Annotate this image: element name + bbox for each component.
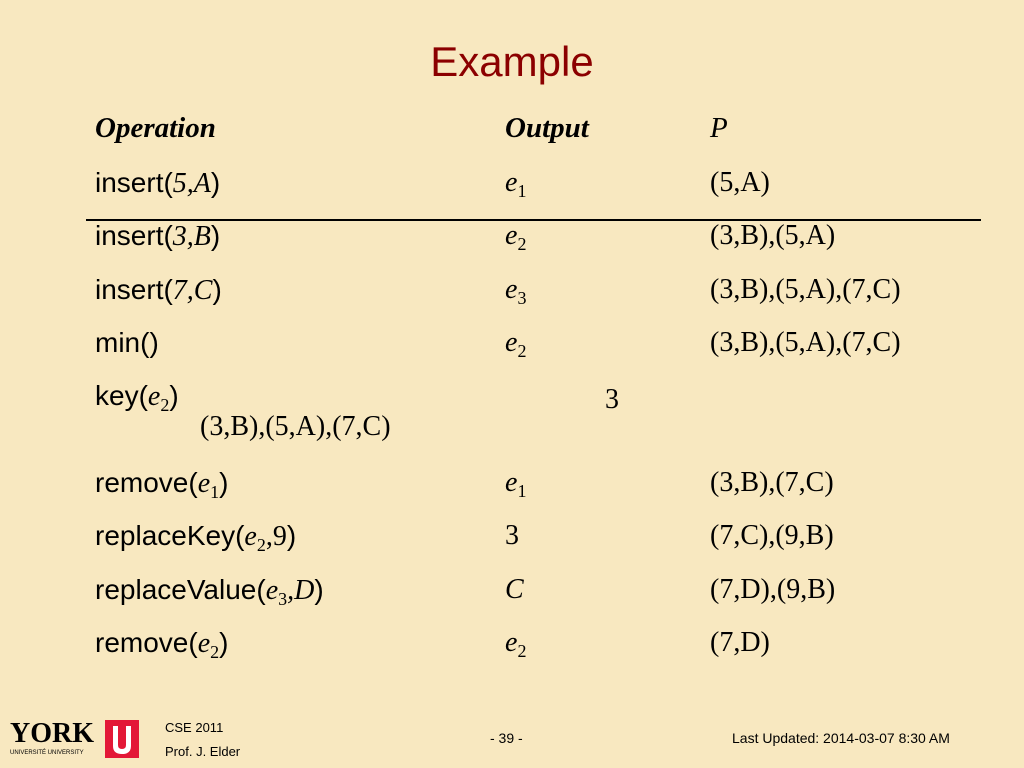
p-cell: (3,B),(7,C) (710, 467, 834, 498)
table-row (0, 167, 1024, 221)
york-university-logo (10, 714, 145, 764)
instructor-name: Prof. J. Elder (165, 744, 241, 759)
operation-cell: insert(7,C) (95, 274, 222, 306)
course-code: CSE 2011 (165, 720, 224, 735)
output-cell: $e_2$ (505, 627, 527, 661)
output-cell: $e_2$ (505, 327, 527, 361)
table-row (0, 327, 1024, 381)
table-row (0, 220, 1024, 274)
p-cell: (7,D) (710, 627, 770, 658)
logo-subtext: UNIVERSITÉ UNIVERSITY (10, 750, 84, 756)
table-row (0, 380, 1024, 434)
operation-cell: $replaceValue(e_3,D)$ (95, 574, 324, 609)
output-cell: $e_3$ (505, 274, 527, 308)
operation-cell: min() (95, 327, 159, 358)
operation-cell: $remove(e_1)$ (95, 467, 229, 502)
p-cell: (7,C),(9,B) (710, 520, 834, 551)
header-operation: Operation (95, 112, 216, 144)
last-updated: Last Updated: 2014-03-07 8:30 AM (732, 730, 950, 746)
table-row (0, 520, 1024, 574)
table-row (0, 574, 1024, 628)
operation-cell: insert(3,B) (95, 220, 221, 252)
table-row (0, 274, 1024, 328)
p-cell: (5,A) (710, 167, 770, 198)
output-cell: $e_2$ (505, 220, 527, 254)
logo-wordmark: YORK (10, 718, 94, 749)
operation-cell: $key(e_2)$ (95, 380, 179, 415)
p-cell: (3,B),(5,A),(7,C) (200, 411, 391, 442)
output-cell: $e_1$ (505, 467, 527, 501)
header-p: P (710, 112, 728, 144)
page-number: - 39 - (490, 730, 523, 746)
p-cell: (3,B),(5,A) (710, 220, 836, 251)
table-row (0, 467, 1024, 521)
p-cell: (3,B),(5,A),(7,C) (710, 274, 901, 305)
operation-cell: $remove(e_2)$ (95, 627, 229, 662)
course-info (165, 716, 240, 764)
output-cell: $e_1$ (505, 167, 527, 201)
header-output: Output (505, 112, 589, 144)
p-cell: (3,B),(5,A),(7,C) (710, 327, 901, 358)
output-cell: 3 (605, 384, 619, 415)
p-cell: (7,D),(9,B) (710, 574, 836, 605)
slide-footer (0, 708, 1024, 768)
output-cell: 3 (505, 520, 519, 551)
slide-title: Example (430, 38, 594, 85)
table-row (0, 627, 1024, 681)
output-cell: C (505, 574, 524, 605)
operation-cell: insert(5,A) (95, 167, 221, 199)
operation-cell: $replaceKey(e_2,9)$ (95, 520, 297, 555)
